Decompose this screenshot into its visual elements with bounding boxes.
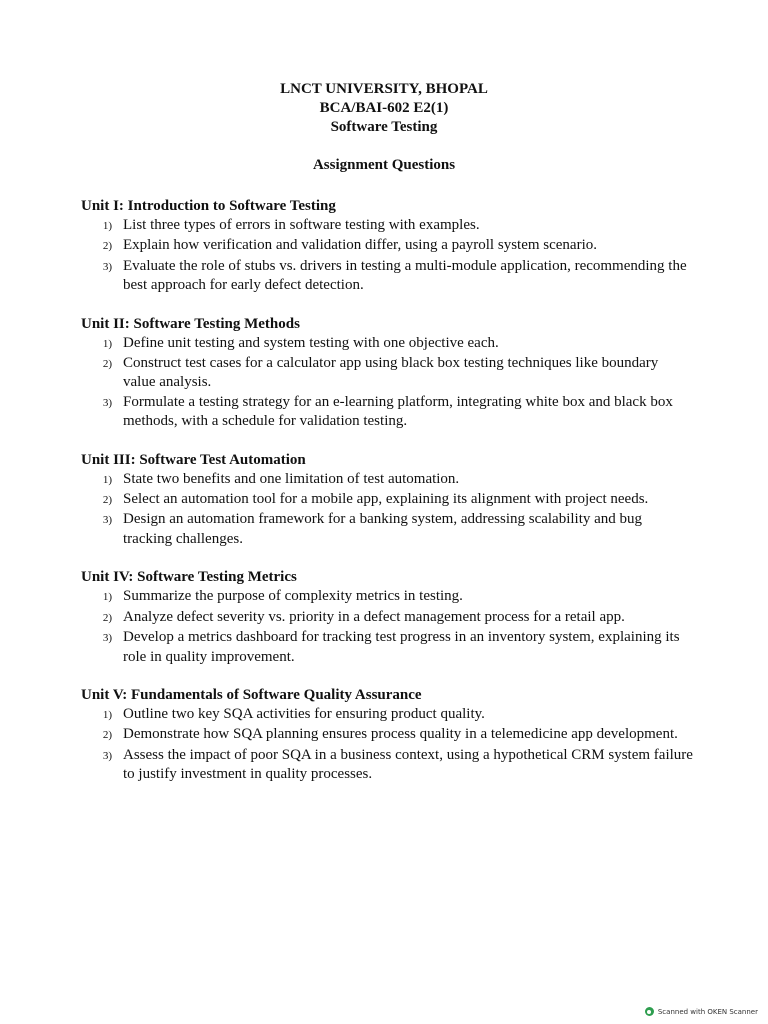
question-number: 2) [102,494,112,507]
document-header [0,80,768,175]
question-text: Explain how verification and validation differ, using a payroll system scenario. [123,237,597,254]
question-number: 1) [102,708,112,721]
question-number: 2) [102,358,112,371]
question-text: Evaluate the role of stubs vs. drivers in testing a multi-module application, recommending the best approach for early defect detection. [123,257,687,294]
unit-title: Unit I: Introduction to Software Testing [81,198,336,214]
question-item [81,334,701,354]
question-number: 3) [102,260,112,273]
scanner-watermark [645,1007,758,1016]
unit-section [81,196,701,296]
question-number: 1) [102,220,112,232]
question-item [81,608,701,628]
course-code: BCA/BAI-602 E2(1) [319,100,449,116]
question-item [81,216,701,236]
unit-title: Unit V: Fundamentals of Software Quality Assurance [81,686,422,703]
unit-title: Unit IV: Software Testing Metrics [81,569,297,586]
question-number: 2) [102,240,112,253]
question-item [81,257,701,296]
unit-section [81,685,701,785]
unit-title: Unit III: Software Test Automation [81,451,306,468]
question-text: Outline two key SQA activities for ensuring product quality. [123,705,485,722]
question-text: State two benefits and one limitation of test automation. [123,470,460,487]
question-number: 1) [102,591,112,604]
scanner-logo-icon [645,1007,654,1016]
question-text: Define unit testing and system testing with one objective each. [123,334,499,351]
question-item [81,354,701,393]
unit-title: Unit II: Software Testing Methods [81,315,300,332]
question-item [81,628,701,667]
question-item [81,490,701,510]
question-number: 3) [102,632,112,645]
question-item [81,705,701,725]
question-number: 2) [102,611,112,624]
units-list [81,196,701,803]
assignment-title: Assignment Questions [312,157,456,173]
question-number: 3) [102,396,112,409]
question-number: 1) [102,337,112,350]
question-text: Develop a metrics dashboard for tracking test progress in an inventory system, explaining its role in quality improvement. [123,629,680,665]
question-number: 2) [102,729,112,742]
question-text: Construct test cases for a calculator app using black box testing techniques like boundary value analysis. [123,355,659,391]
question-text: List three types of errors in software testing with examples. [123,217,480,233]
question-number: 3) [102,749,112,762]
question-item [81,393,701,432]
scanner-text: Scanned with OKEN Scanner [657,1007,758,1016]
question-number: 1) [102,473,112,486]
question-item [81,725,701,745]
question-text: Formulate a testing strategy for an e-learning platform, integrating white box and black box methods, with a schedule for validation testing. [123,393,673,430]
question-item [81,470,701,490]
question-text: Analyze defect severity vs. priority in a defect management process for a retail app. [123,608,625,625]
question-text: Assess the impact of poor SQA in a business context, using a hypothetical CRM system failure to justify investment in quality processes. [123,746,693,783]
question-text: Design an automation framework for a banking system, addressing scalability and bug tracking challenges. [123,511,643,547]
question-item [81,587,701,607]
university-name: LNCT UNIVERSITY, BHOPAL [280,81,488,97]
unit-section [81,567,701,667]
question-item [81,236,701,256]
unit-section [81,314,701,432]
unit-section [81,450,701,550]
question-number: 3) [102,514,112,527]
question-item [81,510,701,549]
subject-title: Software Testing [330,119,438,135]
question-text: Summarize the purpose of complexity metrics in testing. [123,588,463,605]
question-text: Demonstrate how SQA planning ensures process quality in a telemedicine app development. [123,726,678,743]
question-item [81,746,701,785]
question-text: Select an automation tool for a mobile app, explaining its alignment with project needs. [123,491,649,508]
